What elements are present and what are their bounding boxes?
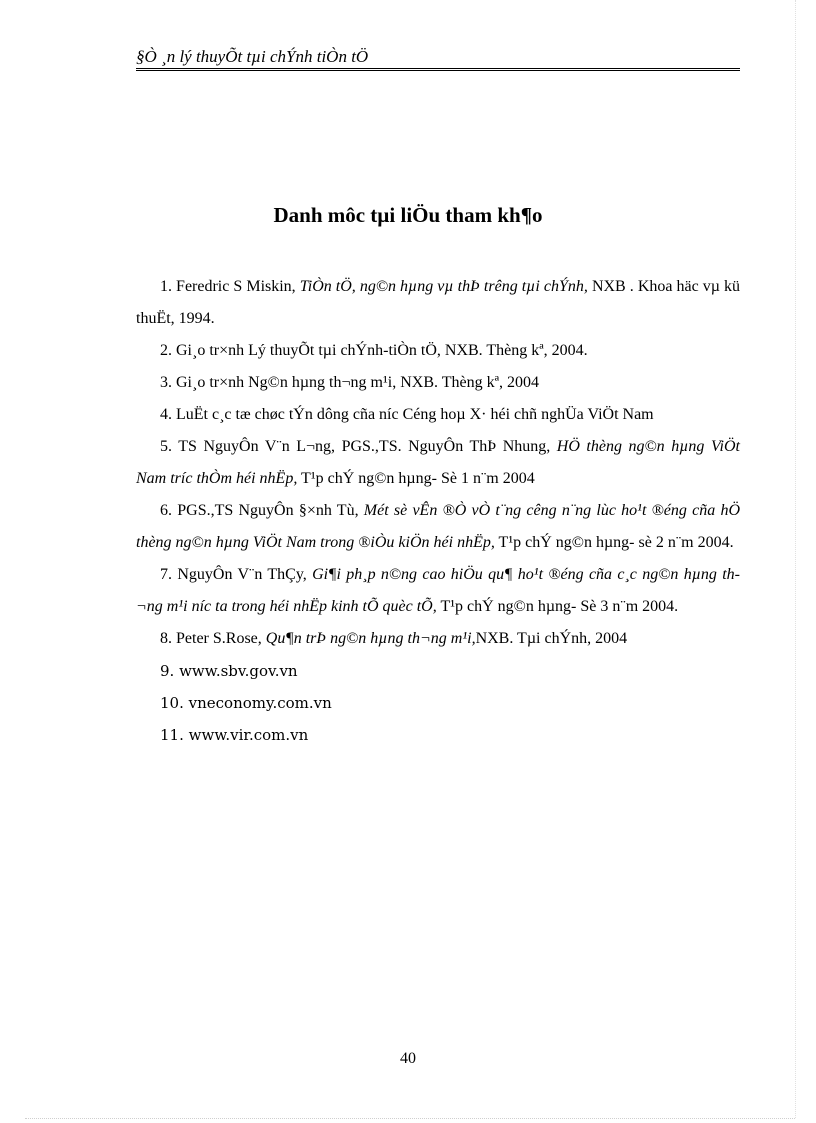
reference-number: 1.: [160, 278, 172, 295]
reference-item: [136, 399, 740, 431]
running-header: §Ò ¸n lý thuyÕt tµi chÝnh tiÒn tÖ: [136, 46, 740, 71]
reference-item: [136, 367, 740, 399]
reference-author: TS NguyÔn V¨n L¬ng, PGS.,TS. NguyÔn ThÞ Nhung,: [178, 438, 557, 455]
reference-number: 5.: [160, 438, 172, 455]
reference-number: 7.: [160, 566, 172, 583]
reference-source: NXB . Khoa häc vµ kü thuËt, 1994.: [136, 278, 741, 327]
reference-item: [136, 495, 740, 559]
reference-source: T¹p chÝ ng©n hµng- Sè 3 n¨m 2004.: [436, 598, 679, 615]
page-bottom-edge: [25, 1118, 795, 1119]
reference-item: [136, 623, 740, 655]
reference-author: Peter S.Rose,: [176, 630, 266, 647]
reference-item: [136, 687, 740, 719]
reference-title: TiÒn tÖ, ng©n hµng vµ thÞ trêng tµi chÝnh,: [299, 278, 588, 295]
reference-item: [136, 559, 740, 623]
reference-number: 3.: [160, 374, 172, 391]
reference-number: 10.: [160, 694, 184, 712]
reference-title: Gi¶i ph¸p n©ng cao hiÖu qu¶ ho¹t ®éng cña c¸c ng©n hµng th¬ng m¹i níc ta trong héi nhËp kinh tÕ quèc tÕ,: [136, 566, 740, 615]
reference-number: 11.: [160, 726, 184, 744]
reference-link: vneconomy.com.vn: [188, 694, 332, 712]
reference-source: T¹p chÝ ng©n hµng- sè 2 n¨m 2004.: [494, 534, 734, 551]
reference-number: 2.: [160, 342, 172, 359]
reference-author: Gi¸o tr×nh Lý thuyÕt tµi chÝnh-tiÒn tÖ, NXB. Thèng kª, 2004.: [176, 342, 588, 359]
reference-list: [136, 271, 740, 751]
reference-author: Gi¸o tr×nh Ng©n hµng th¬ng m¹i, NXB. Thèng kª, 2004: [176, 374, 539, 391]
reference-item: [136, 719, 740, 751]
page-title: Danh môc tµi liÖu tham kh¶o: [273, 203, 543, 227]
page-right-edge: [795, 0, 796, 1118]
reference-author: Feredric S Miskin,: [176, 278, 300, 295]
reference-author: NguyÔn V¨n ThÇy,: [177, 566, 313, 583]
reference-source: T¹p chÝ ng©n hµng- Sè 1 n¨m 2004: [297, 470, 535, 487]
reference-item: [136, 335, 740, 367]
reference-item: [136, 431, 740, 495]
reference-author: PGS.,TS NguyÔn §×nh Tù,: [177, 502, 364, 519]
page-number: 40: [400, 1050, 416, 1067]
reference-author: LuËt c¸c tæ chøc tÝn dông cña níc Céng hoµ X· héi chñ nghÜa ViÖt Nam: [176, 406, 654, 423]
reference-source: NXB. Tµi chÝnh, 2004: [475, 630, 628, 647]
reference-title: Qu¶n trÞ ng©n hµng th¬ng m¹i,: [265, 630, 476, 647]
reference-number: 6.: [160, 502, 172, 519]
reference-title: HÖ thèng ng©n hµng ViÖt Nam tríc thÒm héi nhËp,: [136, 438, 740, 487]
reference-item: [136, 655, 740, 687]
reference-number: 9.: [160, 662, 175, 680]
reference-link: www.vir.com.vn: [188, 726, 309, 744]
reference-title: Mét sè vÊn ®Ò vÒ t¨ng cêng n¨ng lùc ho¹t ®éng cña hÖ thèng ng©n hµng ViÖt Nam trong ®iÒu kiÖn héi nhËp,: [136, 502, 741, 551]
reference-link: www.sbv.gov.vn: [179, 662, 298, 680]
reference-number: 4.: [160, 406, 172, 423]
reference-number: 8.: [160, 630, 172, 647]
reference-item: [136, 271, 740, 335]
